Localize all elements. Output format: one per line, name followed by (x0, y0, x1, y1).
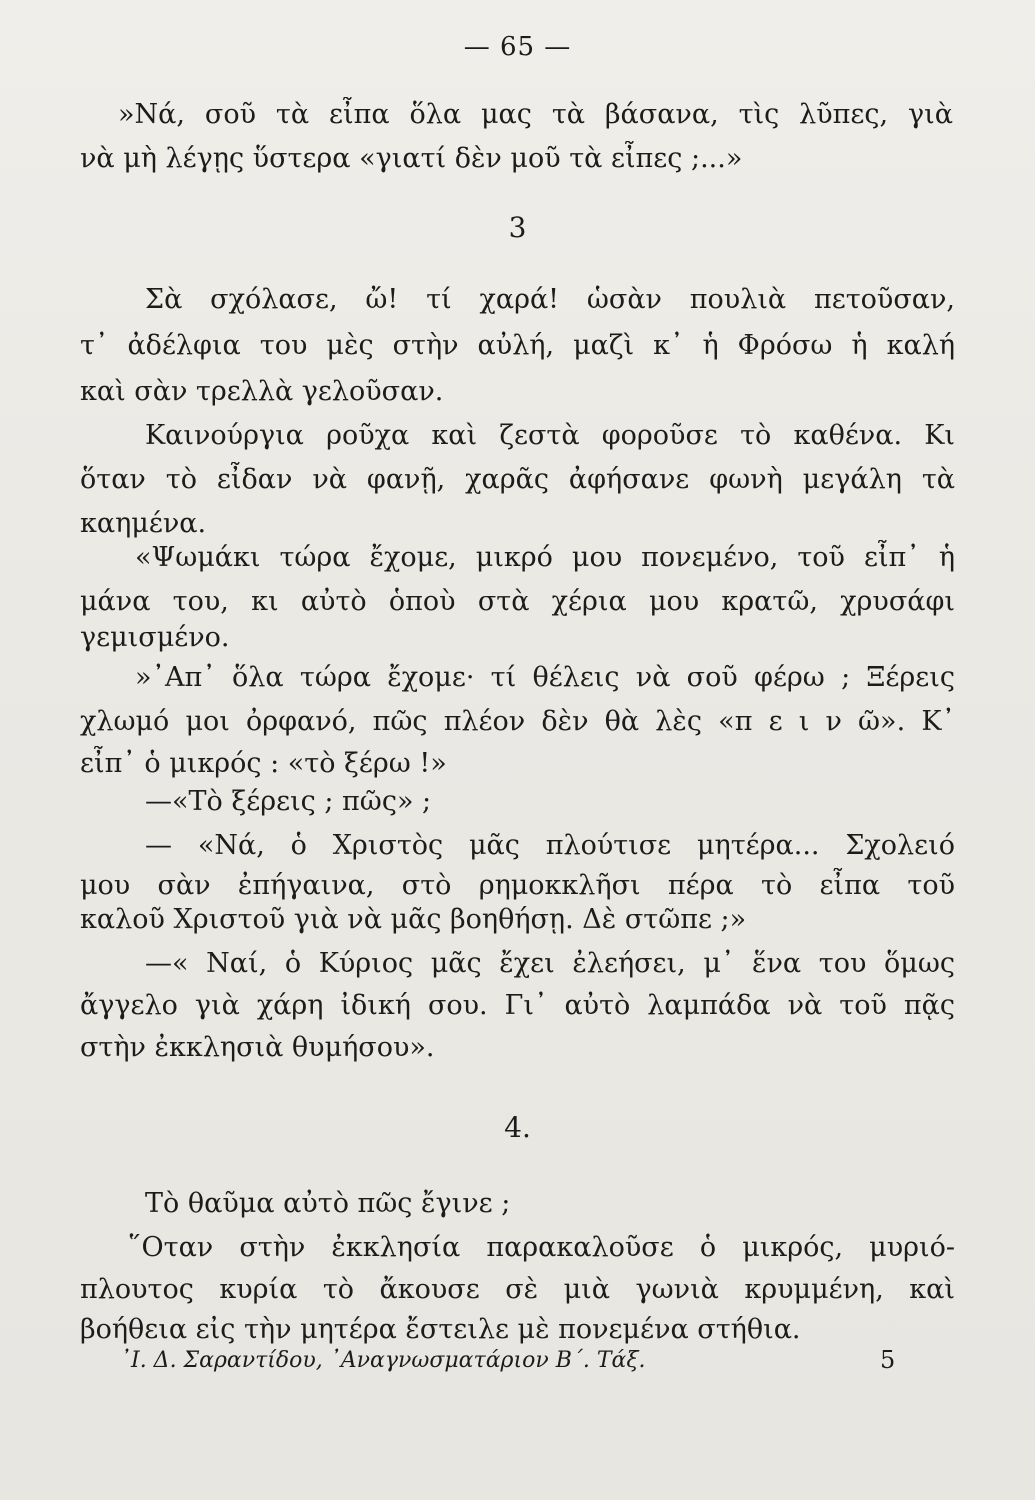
text-line: μάνα του, κι αὐτὸ ὁποὺ στὰ χέρια μου κρατῶ, χρυσάφι (80, 586, 955, 617)
text-line: χλωμό μοι ὀρφανό, πῶς πλέον δὲν θὰ λὲς «π ε ι ν ῶ». Κ᾿ (80, 706, 955, 737)
text-line: ῞Οταν στὴν ἐκκλησία παρακαλοῦσε ὁ μικρός, μυριό- (128, 1232, 955, 1263)
text-line: ἄγγελο γιὰ χάρη ἰδική σου. Γι᾿ αὐτὸ λαμπάδα νὰ τοῦ πᾷς (80, 990, 955, 1021)
text-line: τ᾿ ἀδέλφια του μὲς στὴν αὐλή, μαζὶ κ᾿ ἡ Φρόσω ἡ καλή (80, 330, 955, 361)
text-line: καὶ σὰν τρελλὰ γελοῦσαν. (80, 376, 444, 407)
text-line: μου σὰν ἐπήγαινα, στὸ ρημοκκλῆσι πέρα τὸ εἶπα τοῦ (80, 870, 955, 901)
text-line: «Ψωμάκι τώρα ἔχομε, μικρό μου πονεμένο, τοῦ εἶπ᾿ ἡ (135, 542, 955, 573)
text-line: Σὰ σχόλασε, ὤ! τί χαρά! ὡσὰν πουλιὰ πετοῦσαν, (145, 284, 955, 315)
text-line: πλουτος κυρία τὸ ἄκουσε σὲ μιὰ γωνιὰ κρυμμένη, καὶ (80, 1274, 955, 1305)
text-line: γεμισμένο. (80, 622, 230, 653)
text-line: Τὸ θαῦμα αὐτὸ πῶς ἔγινε ; (145, 1188, 511, 1219)
text-line: στὴν ἐκκλησιὰ θυμήσου». (80, 1032, 435, 1063)
sheet-number: 5 (880, 1346, 896, 1374)
footer-signature: ᾿Ι. Δ. Σαραντίδου, ᾿Αναγνωσματάριον Β΄. Τάξ. (120, 1348, 646, 1373)
page-number: — 65 — (463, 32, 572, 62)
text-line: νὰ μὴ λέγῃς ὕστερα «γιατί δὲν μοῦ τὰ εἶπες ;...» (80, 143, 743, 174)
text-line: καλοῦ Χριστοῦ γιὰ νὰ μᾶς βοηθήσῃ. Δὲ στῶπε ;» (80, 904, 747, 935)
text-line: »Νά, σοῦ τὰ εἶπα ὅλα μας τὰ βάσανα, τὶς λῦπες, γιὰ (118, 99, 953, 130)
text-line: »᾿Απ᾿ ὅλα τώρα ἔχομε· τί θέλεις νὰ σοῦ φέρω ; Ξέρεις (135, 662, 955, 693)
text-line: Καινούργια ροῦχα καὶ ζεστὰ φοροῦσε τὸ καθένα. Κι (145, 420, 955, 451)
section-number: 3 (508, 211, 527, 244)
text-line: καημένα. (80, 508, 207, 539)
text-line: βοήθεια εἰς τὴν μητέρα ἔστειλε μὲ πονεμένα στήθια. (80, 1314, 801, 1345)
text-line: ὅταν τὸ εἶδαν νὰ φανῇ, χαρᾶς ἀφήσανε φωνὴ μεγάλη τὰ (80, 464, 955, 495)
text-line: εἶπ᾿ ὁ μικρός : «τὸ ξέρω !» (80, 748, 447, 779)
dialogue-line: —«Τὸ ξέρεις ; πῶς» ; (145, 786, 432, 817)
dialogue-line: — «Νά, ὁ Χριστὸς μᾶς πλούτισε μητέρα... Σχολειό (145, 830, 955, 861)
dialogue-line: —« Ναί, ὁ Κύριος μᾶς ἔχει ἐλεήσει, μ᾿ ἕνα του ὅμως (145, 948, 955, 979)
section-number: 4. (504, 1111, 531, 1144)
